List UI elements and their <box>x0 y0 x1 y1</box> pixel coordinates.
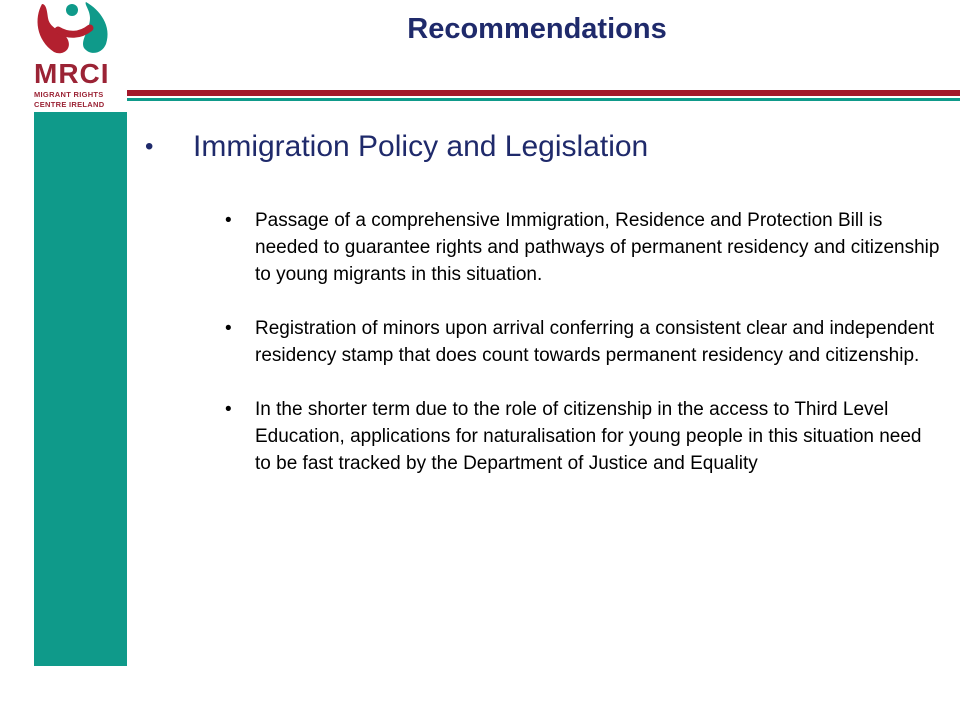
heading-text: Immigration Policy and Legislation <box>193 130 649 163</box>
sidebar-band <box>34 112 127 666</box>
recommendation-list <box>225 207 940 504</box>
mrci-logo <box>28 0 132 112</box>
list-item <box>225 315 940 369</box>
bullet-dot: • <box>225 318 232 339</box>
list-item-text: Passage of a comprehensive Immigration, Residence and Protection Bill is needed to guarantee rights and pathways of permanent residency and citizenship to young migrants in this situation. <box>255 210 940 285</box>
bullet-dot: • <box>225 399 232 420</box>
list-item-text: Registration of minors upon arrival conferring a consistent clear and independent residency stamp that does count towards permanent residency and citizenship. <box>255 318 935 366</box>
list-item <box>225 207 940 288</box>
figures-logo-icon <box>28 0 132 60</box>
list-item <box>225 396 940 477</box>
heading-bullet: • <box>145 133 154 160</box>
header-rule-red <box>127 90 960 96</box>
bullet-dot: • <box>225 210 232 231</box>
list-item-text: In the shorter term due to the role of citizenship in the access to Third Level Education, applications for naturalisation for young people in this situation need to be fast tracked by the Department of Justice and Equality <box>255 399 922 474</box>
header-rule-teal <box>127 98 960 101</box>
slide-title: Recommendations <box>407 13 667 45</box>
logo-line-1: MIGRANT RIGHTS <box>34 90 104 99</box>
logo-acronym: MRCI <box>34 58 110 89</box>
logo-line-2: CENTRE IRELAND <box>34 100 105 109</box>
